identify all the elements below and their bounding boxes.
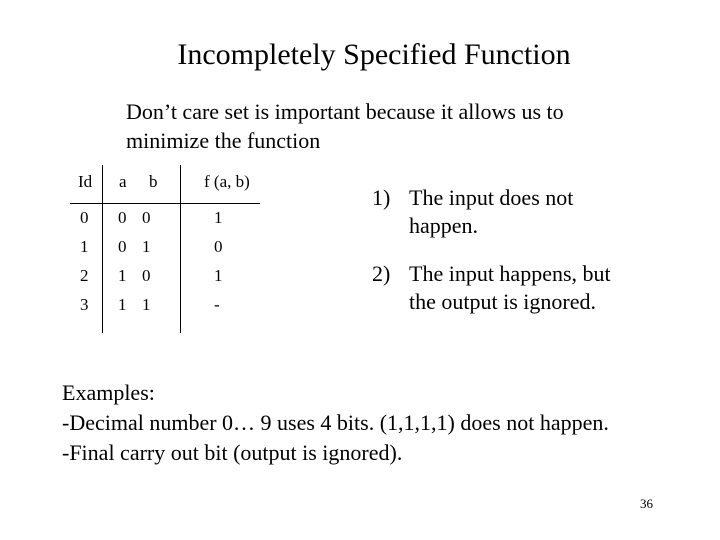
note-number: 2) [372, 261, 391, 286]
note-item [372, 260, 692, 316]
cell-id: 1 [80, 237, 89, 256]
note-line-1: The input does not [409, 185, 574, 210]
cell-b: 0 [142, 266, 151, 285]
examples-heading: Examples: [62, 380, 155, 405]
header-b: b [149, 172, 158, 191]
table-header-rule [70, 203, 260, 204]
header-f: f (a, b) [204, 172, 250, 191]
subtitle-line-1: Don’t care set is important because it allows us to [126, 99, 564, 124]
cell-f: 1 [214, 208, 223, 227]
cell-f: - [214, 295, 220, 314]
cell-f: 0 [214, 237, 223, 256]
note-item [372, 184, 692, 240]
cell-a: 0 [118, 237, 127, 256]
subtitle [126, 97, 646, 155]
cell-a: 1 [118, 266, 127, 285]
subtitle-line-2: minimize the function [126, 128, 321, 153]
examples-block [62, 378, 712, 468]
header-a: a [119, 172, 127, 191]
example-line-2: -Final carry out bit (output is ignored). [62, 440, 403, 465]
cell-a: 1 [118, 295, 127, 314]
note-line-1: The input happens, but [409, 261, 611, 286]
table-divider-id [102, 165, 103, 333]
cell-id: 2 [80, 266, 89, 285]
note-number: 1) [372, 185, 391, 210]
cell-a: 0 [118, 208, 127, 227]
cell-b: 0 [142, 208, 151, 227]
cell-b: 1 [142, 237, 151, 256]
cell-f: 1 [214, 266, 223, 285]
cell-id: 3 [80, 295, 89, 314]
cell-b: 1 [142, 295, 151, 314]
table-divider-f [180, 165, 181, 333]
header-id: Id [78, 172, 93, 191]
example-line-1: -Decimal number 0… 9 uses 4 bits. (1,1,1,1) does not happen. [62, 410, 609, 435]
slide-title: Incompletely Specified Function [177, 38, 571, 71]
notes-list [372, 184, 692, 336]
note-line-2: the output is ignored. [409, 289, 596, 314]
note-line-2: happen. [409, 213, 479, 238]
page-number: 36 [640, 496, 653, 511]
cell-id: 0 [80, 208, 89, 227]
